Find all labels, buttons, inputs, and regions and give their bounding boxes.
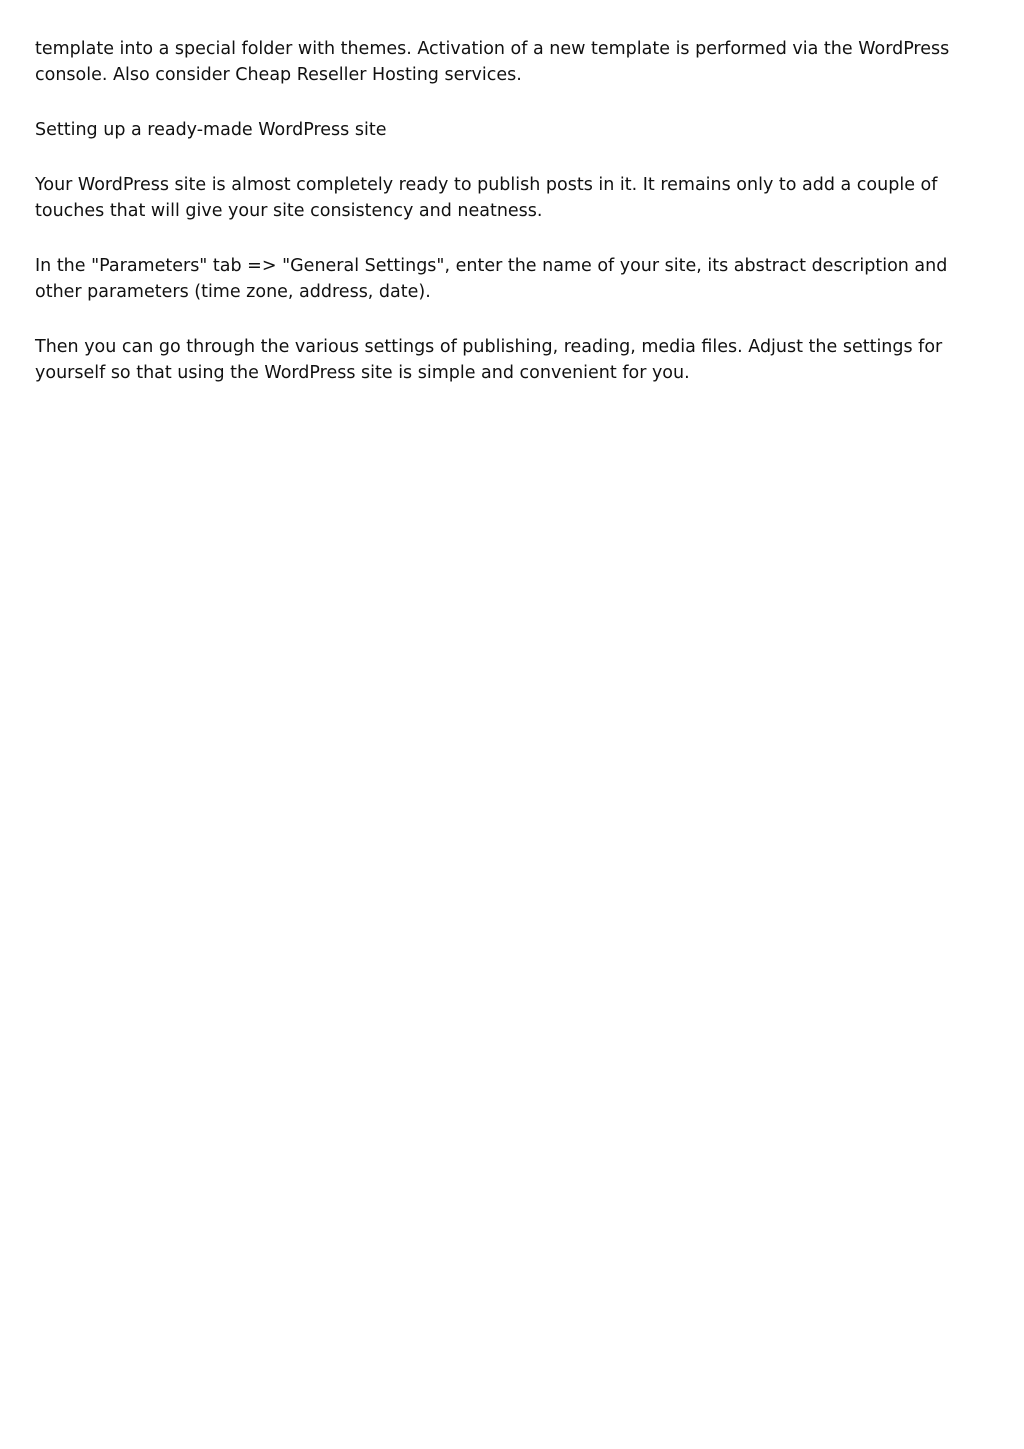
paragraph-other-settings: Then you can go through the various settings of publishing, reading, media files. Adjust the settings for yourself so that using the WordPress site is simple and convenient for you.	[35, 337, 943, 383]
paragraph-general-settings: In the "Parameters" tab => "General Settings", enter the name of your site, its abstract description and other parameters (time zone, address, date).	[35, 256, 948, 302]
section-heading-setup: Setting up a ready-made WordPress site	[35, 120, 387, 140]
paragraph-theme-install: template into a special folder with themes. Activation of a new template is performed via the WordPress console. Also consider Cheap Reseller Hosting services.	[35, 39, 950, 85]
paragraph-site-ready: Your WordPress site is almost completely ready to publish posts in it. It remains only to add a couple of touches that will give your site consistency and neatness.	[35, 175, 938, 221]
document-body	[35, 36, 985, 415]
